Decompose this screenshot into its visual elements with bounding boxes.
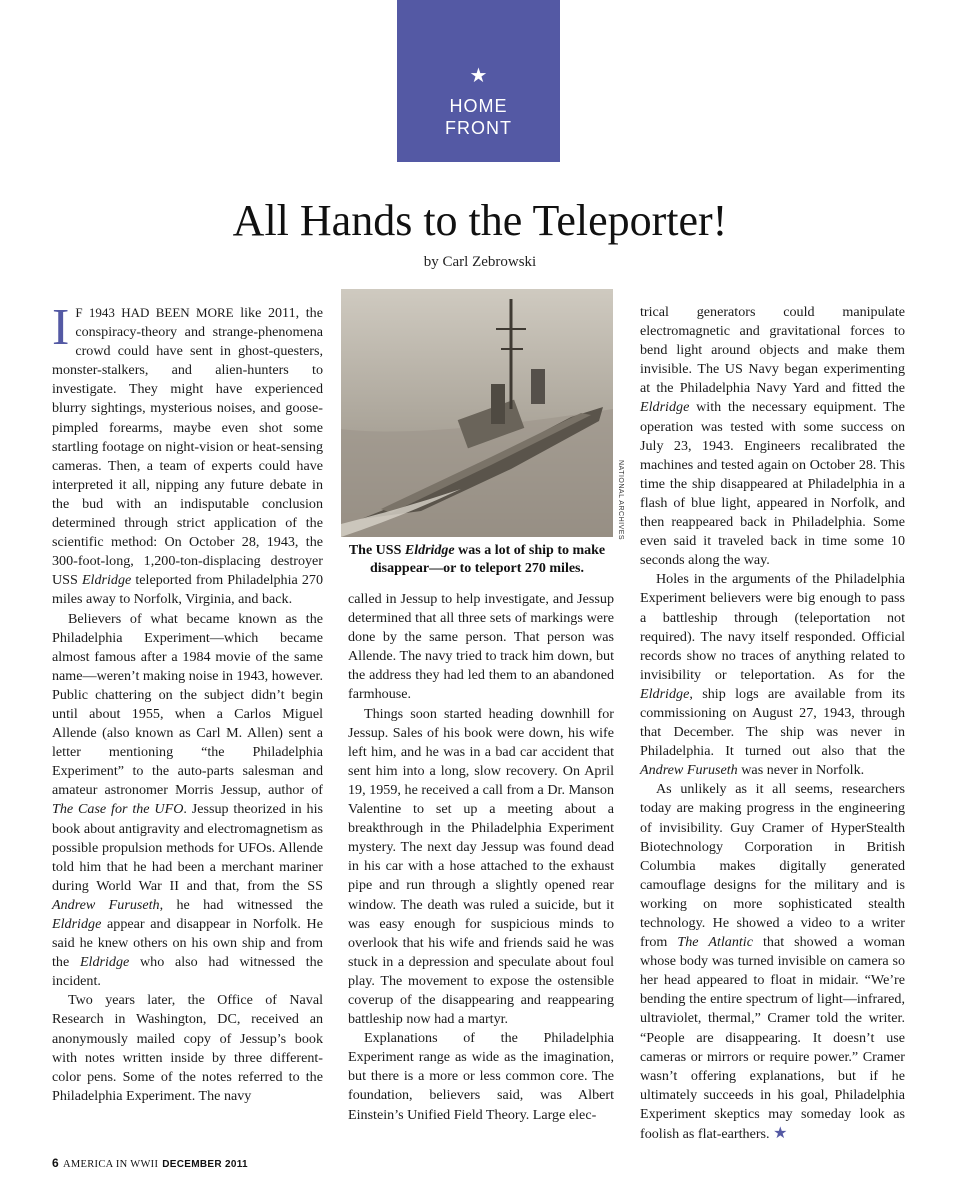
ship-name: Eldridge bbox=[404, 543, 455, 558]
paragraph bbox=[52, 610, 323, 992]
text: , he had witnessed the bbox=[159, 896, 323, 913]
section-label-line1: HOME bbox=[449, 96, 508, 116]
text: , ship logs are available from its commissioning on August 27, 1943, through that December. The ship was never in Philadelphia. It turned out also that the bbox=[640, 685, 905, 760]
issue-date: DECEMBER 2011 bbox=[162, 1159, 248, 1170]
book-title: The Case for the UFO bbox=[52, 801, 184, 818]
text: . Jessup theorized in his book about antigravity and electromagnetism as possible propulsion methods for UFOs. Allende told him that he had been a merchant mariner during World War II and that, from the SS bbox=[52, 801, 323, 894]
paragraph bbox=[640, 570, 905, 780]
text: who also had witnessed the incident. bbox=[52, 954, 323, 990]
text: appear and disappear in Norfolk. He said he knew others on his own ship and from the bbox=[52, 916, 323, 971]
text: with the necessary equipment. The operation was tested with some success on July 23, 1943. Engineers recalibrated the machines and tested again on October 28. This time the ship disappeared at Philadelphia in a flash of blue light, appeared in Norfolk, and then reappeared back in Philadelphia. Some even said it traveled back in time some 10 seconds along the way. bbox=[640, 399, 905, 569]
ship-name: Eldridge bbox=[79, 954, 130, 971]
column-1 bbox=[52, 299, 323, 1106]
ship-name: Andrew Furuseth bbox=[52, 896, 160, 913]
page-footer bbox=[52, 1156, 248, 1170]
paragraph bbox=[52, 299, 323, 610]
text: As unlikely as it all seems, researchers today are making progress in the engineering of invisibility. Guy Cramer of HyperStealth Biotechnology Corporation in British Columbia makes digitally generated camouflage designs for the military and is working on more sophisticated stealth technology. He showed a video to a writer from bbox=[640, 781, 905, 951]
uss-eldridge-image bbox=[341, 289, 613, 537]
section-label-line2: FRONT bbox=[445, 118, 512, 138]
section-banner bbox=[397, 0, 560, 162]
text: like 2011, the conspiracy-theory and strange-phenomena crowd could have sent in ghost-questers, monster-stalkers, and alien-hunters to investigate. They might have experienced blurry sightings, mysterious noises, and goose-pimpled forearms, maybe even shot some startling footage on night-vision or heat-sensing cameras. Then, a team of experts could have interpreted it all, nipping any future debate in the bud with an indisputable conclusion determined through strict application of the scientific method: On October 28, 1943, the 300-foot-long, 1,200-ton-displacing destroyer USS bbox=[52, 305, 323, 589]
end-star-icon: ★ bbox=[773, 1125, 788, 1143]
text: Believers of what became known as the Philadelphia Experiment—which became almost famous after a 1984 movie of the same name—weren’t making noise in 1943, however. Public chattering on the subject didn’t begin until about 1955, when a Carlos Miguel Allende (also known as Carl M. Allen) sent a letter mentioning “the Philadelphia Experiment” to the auto-parts salesman and amateur astronomer Morris Jessup, author of bbox=[52, 610, 323, 799]
ship-name: Andrew Furuseth bbox=[640, 762, 738, 779]
article-byline: by Carl Zebrowski bbox=[423, 254, 537, 270]
magazine-name: AMERICA IN WWII bbox=[62, 1159, 159, 1170]
ship-photo bbox=[341, 289, 613, 537]
paragraph: Things soon started heading downhill for Jessup. Sales of his book were down, his wife left him, and he was in a bad car accident that sent him into a long, slow recovery. On April 19, 1959, he received a call from a Dr. Manson Valentine to set up a meeting about a breakthrough in the Philadelphia Experiment mystery. The next day Jessup was found dead in his car with a hose attached to the exhaust pipe and run through a slightly opened rear window. The death was ruled a suicide, but it was easy enough for suspicious minds to overlook that his wife and friends said he was stuck in a depression and speculate about foul play. The movement to expose the ostensible coverup of the disappearing and reappearing battleship now had a martyr. bbox=[348, 705, 614, 1028]
text: teleported from Philadelphia 270 miles away to Norfolk, Virginia, and back. bbox=[52, 572, 323, 608]
column-2 bbox=[348, 590, 614, 1125]
text: Holes in the arguments of the Philadelphia Experiment believers were big enough to pass a battleship through (teleportation not required). The navy itself responded. Official records show no traces of anything related to invisibility or teleportation. As for the bbox=[640, 571, 905, 683]
paragraph: Explanations of the Philadelphia Experiment range as wide as the imagination, but there is a more or less common core. The foundation, believers said, was Albert Einstein’s Unified Field Theory. Large elec- bbox=[348, 1030, 614, 1123]
text: trical generators could manipulate electromagnetic and gravitational forces to bend light around objects and make them invisible. The US Navy began experimenting at the Philadelphia Navy Yard and fitted the bbox=[640, 304, 905, 397]
text: that showed a woman whose body was turned invisible on camera so her head appeared to float in midair. “We’re bending the entire spectrum of light—infrared, ultraviolet, thermal,” Cramer told the writer. “People are disappearing. It doesn’t use cameras or mirrors or require power.” Cramer wasn’t offering explanations, but if he ultimately succeeds in his goal, Philadelphia Experiment skeptics may someday look as foolish as flat-earthers. bbox=[640, 934, 905, 1143]
paragraph bbox=[640, 780, 905, 1144]
magazine-title: The Atlantic bbox=[677, 934, 753, 951]
ship-name: Eldridge bbox=[81, 572, 132, 589]
paragraph bbox=[640, 303, 905, 570]
photo-caption bbox=[341, 542, 613, 578]
text: was a lot of ship to make disappear—or to teleport 270 miles. bbox=[370, 543, 606, 576]
photo-credit: NATIONAL ARCHIVES bbox=[617, 460, 624, 541]
ship-name: Eldridge bbox=[640, 685, 690, 702]
article-title: All Hands to the Teleporter! bbox=[232, 196, 728, 245]
page-number: 6 bbox=[52, 1156, 59, 1170]
drop-cap: I bbox=[52, 299, 70, 356]
column-3 bbox=[640, 303, 905, 1144]
text: The USS bbox=[348, 543, 405, 558]
paragraph: called in Jessup to help investigate, and Jessup determined that all three sets of markings were done by the same person. That person was Allende. The navy tried to track him down, but the address they had led them to an abandoned farmhouse. bbox=[348, 591, 614, 703]
lead-in: F 1943 HAD BEEN MORE bbox=[75, 305, 234, 320]
text: was never in Norfolk. bbox=[737, 762, 865, 779]
ship-name: Eldridge bbox=[640, 399, 690, 416]
ship-name: Eldridge bbox=[52, 916, 102, 932]
paragraph: Two years later, the Office of Naval Research in Washington, DC, received an anonymously mailed copy of Jessup’s book with notes written inside by three different-color pens. Some of the notes referred to the Philadelphia Experiment. The navy bbox=[52, 992, 323, 1104]
star-icon: ★ bbox=[469, 65, 488, 87]
